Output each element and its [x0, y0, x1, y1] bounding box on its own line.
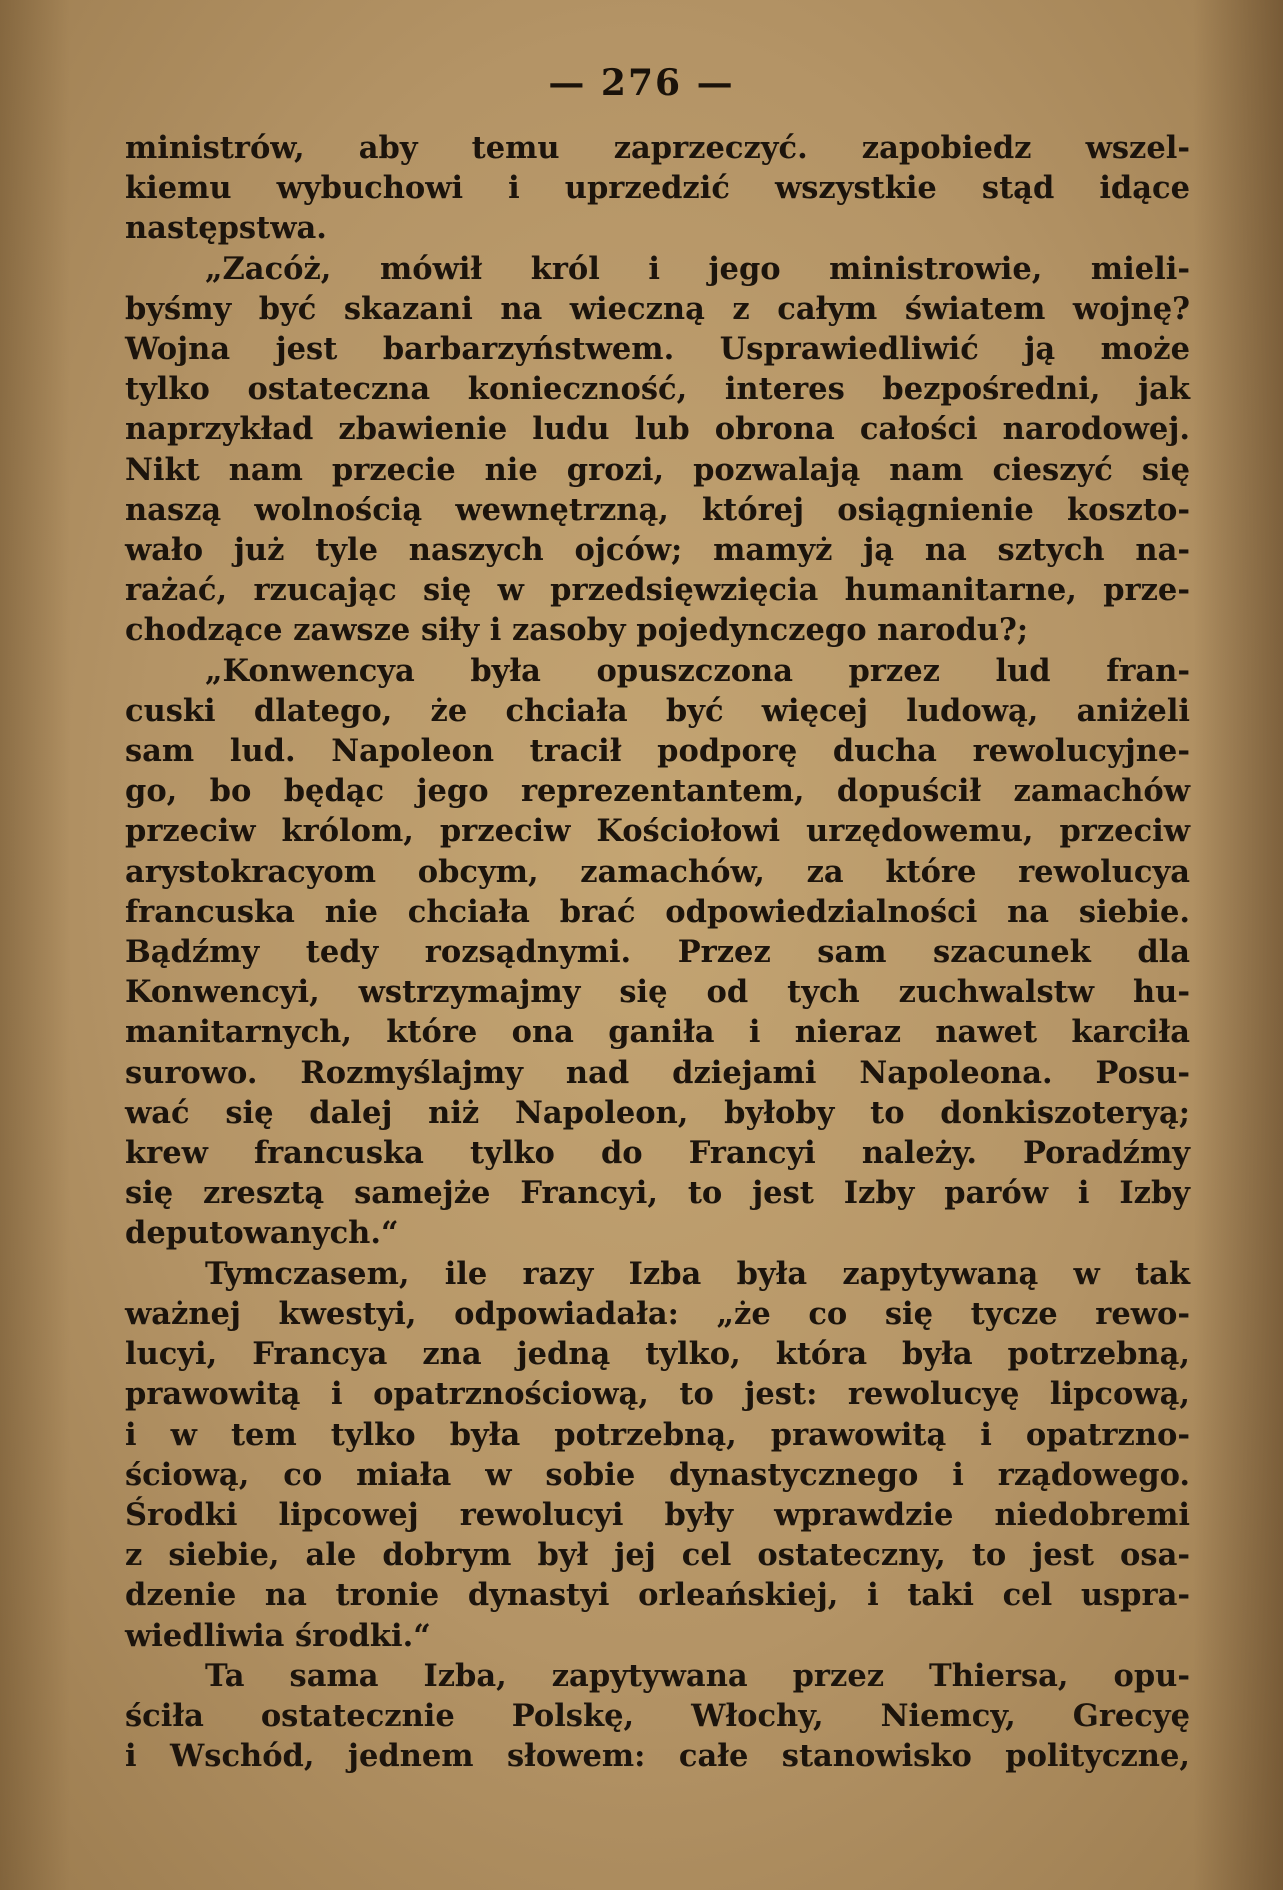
paragraph — [125, 1254, 1190, 1656]
paragraph — [125, 249, 1190, 651]
page-number: — 276 — — [548, 62, 735, 104]
text-line: i Wschód, jednem słowem: całe stanowisko polityczne, — [125, 1738, 1190, 1775]
text-line: manitarnych, które ona ganiła i nieraz nawet karciła — [125, 1014, 1190, 1051]
text-line: z siebie, ale dobrym był jej cel ostateczny, to jest osa- — [125, 1537, 1190, 1574]
text-line: sam lud. Napoleon tracił podporę ducha rewolucyjne- — [125, 733, 1190, 770]
text-line: wało już tyle naszych ojców; mamyż ją na sztych na- — [125, 532, 1190, 569]
text-line: Wojna jest barbarzyństwem. Usprawiedliwić ją może — [125, 331, 1190, 368]
text-line: Konwencyi, wstrzymajmy się od tych zuchwalstw hu- — [125, 974, 1190, 1011]
text-line: „Konwencya była opuszczona przez lud fran- — [205, 652, 1190, 689]
text-line: prawowitą i opatrznościową, to jest: rewolucyę lipcową, — [125, 1376, 1190, 1413]
text-line: ministrów, aby temu zaprzeczyć. zapobiedz wszel- — [125, 130, 1190, 166]
text-line: i w tem tylko była potrzebną, prawowitą i opatrzno- — [125, 1416, 1190, 1453]
text-line: Nikt nam przecie nie grozi, pozwalają nam cieszyć się — [125, 451, 1190, 488]
text-line: rażać, rzucając się w przedsięwzięcia humanitarne, prze- — [125, 572, 1190, 609]
paragraph — [125, 651, 1190, 1254]
text-line: kiemu wybuchowi i uprzedzić wszystkie stąd idące — [125, 170, 1190, 207]
text-line: Ta sama Izba, zapytywana przez Thiersa, opu- — [205, 1657, 1190, 1694]
body-text — [125, 128, 1190, 1776]
text-line: surowo. Rozmyślajmy nad dziejami Napoleona. Posu- — [125, 1054, 1190, 1091]
text-line: ściła ostatecznie Polskę, Włochy, Niemcy, Grecyę — [125, 1697, 1190, 1734]
text-line: deputowanych.“ — [125, 1215, 399, 1252]
text-line: byśmy być skazani na wieczną z całym światem wojnę? — [125, 290, 1190, 327]
text-line: przeciw królom, przeciw Kościołowi urzędowemu, przeciw — [125, 813, 1190, 850]
page-shadow-left — [0, 0, 70, 1890]
text-line: wać się dalej niż Napoleon, byłoby to donkiszoteryą; — [125, 1094, 1190, 1131]
text-line: cuski dlatego, że chciała być więcej ludową, aniżeli — [125, 692, 1190, 729]
text-line: go, bo będąc jego reprezentantem, dopuścił zamachów — [125, 773, 1190, 810]
text-line: „Zacóż, mówił król i jego ministrowie, mieli- — [205, 250, 1190, 287]
text-line: następstwa. — [125, 210, 327, 247]
text-line: naszą wolnością wewnętrzną, której osiągnienie koszto- — [125, 491, 1190, 528]
text-line: chodzące zawsze siły i zasoby pojedynczego narodu?; — [125, 612, 1029, 649]
page-shadow-right — [1193, 0, 1283, 1890]
text-line: dzenie na tronie dynastyi orleańskiej, i taki cel uspra- — [125, 1577, 1190, 1614]
text-line: się zresztą samejże Francyi, to jest Izby parów i Izby — [125, 1175, 1190, 1212]
text-line: ważnej kwestyi, odpowiadała: „że co się tycze rewo- — [125, 1295, 1190, 1332]
text-line: Bądźmy tedy rozsądnymi. Przez sam szacunek dla — [125, 934, 1190, 971]
text-line: naprzykład zbawienie ludu lub obrona całości narodowej. — [125, 411, 1190, 448]
text-line: ściową, co miała w sobie dynastycznego i rządowego. — [125, 1456, 1190, 1493]
paragraph — [125, 1656, 1190, 1777]
text-line: tylko ostateczna konieczność, interes bezpośredni, jak — [125, 371, 1190, 408]
text-line: arystokracyom obcym, zamachów, za które rewolucya — [125, 853, 1190, 890]
text-line: Środki lipcowej rewolucyi były wprawdzie niedobremi — [125, 1496, 1190, 1533]
paragraph — [125, 128, 1190, 249]
text-line: Tymczasem, ile razy Izba była zapytywaną w tak — [205, 1255, 1190, 1292]
text-line: krew francuska tylko do Francyi należy. Poradźmy — [125, 1135, 1190, 1172]
text-line: francuska nie chciała brać odpowiedzialności na siebie. — [125, 893, 1190, 930]
text-line: lucyi, Francya zna jedną tylko, która była potrzebną, — [125, 1336, 1190, 1373]
text-line: wiedliwia środki.“ — [125, 1617, 431, 1654]
